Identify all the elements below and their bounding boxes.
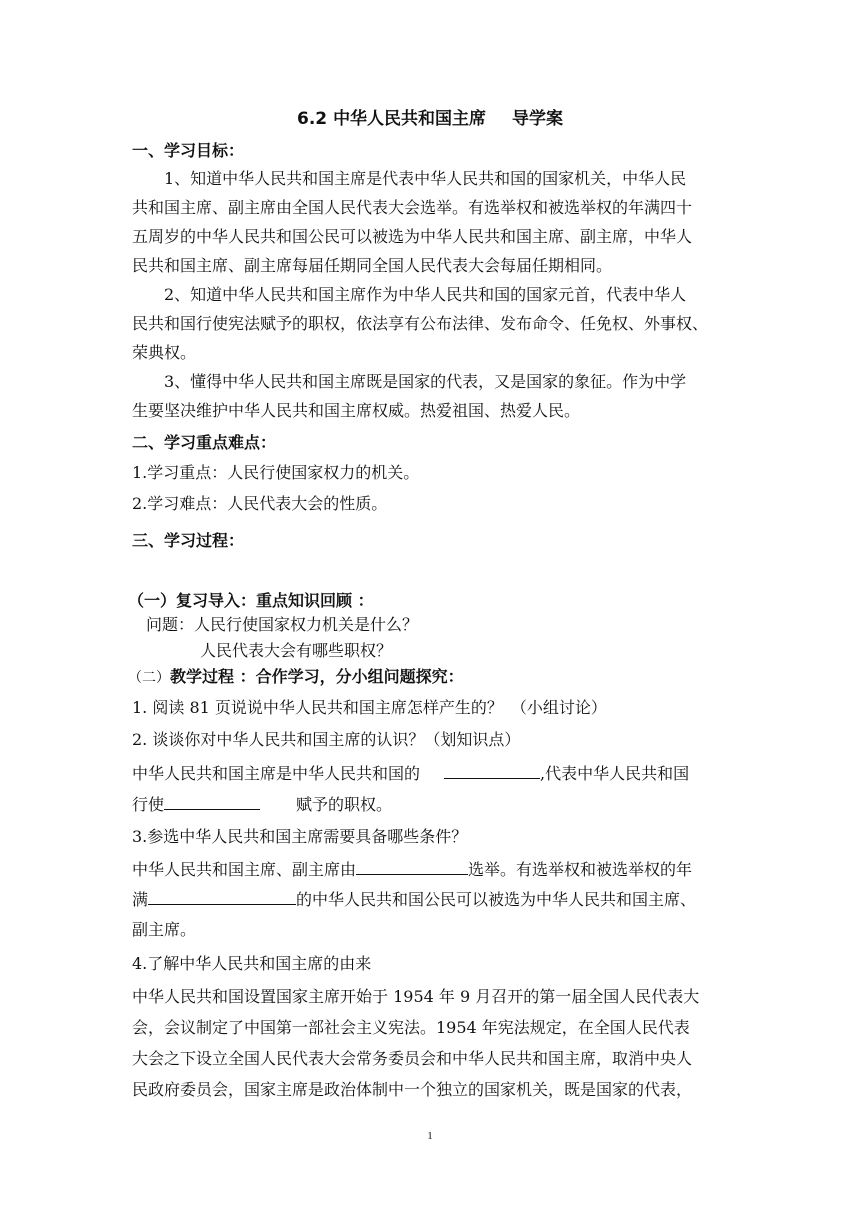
objective-3-line-2: 生要坚决维护中华人民共和国主席权威。热爱祖国、热爱人民。 <box>132 401 581 420</box>
objective-2-line-2: 民共和国行使宪法赋予的职权，依法享有公布法律、发布命令、任免权、外事权、 <box>132 314 709 333</box>
difficulty-line: 2.学习难点：人民代表大会的性质。 <box>132 494 388 513</box>
title-main: 中华人民共和国主席 <box>333 109 487 129</box>
subsection-teaching-title: 教学过程 ：合作学习，分小组问题探究： <box>170 667 464 686</box>
fill-line-4 <box>132 888 732 911</box>
section-heading-process: 三、学习过程： <box>132 531 245 550</box>
fill-3-text-b: 选举。有选举权和被选举权的年 <box>468 860 693 879</box>
blank-2[interactable] <box>164 793 260 810</box>
objective-1-line-3: 五周岁的中华人民共和国公民可以被选为中华人民共和国主席、副主席，中华人 <box>132 227 693 246</box>
history-line-3: 大会之下设立全国人民代表大会常务委员会和中华人民共和国主席，取消中央人 <box>132 1049 693 1068</box>
fill-line-1 <box>132 762 732 785</box>
review-question-2: 人民代表大会有哪些职权？ <box>200 641 393 660</box>
history-line-4: 民政府委员会，国家主席是政治体制中一个独立的国家机关，既是国家的代表， <box>132 1080 693 1099</box>
item-3: 3.参选中华人民共和国主席需要具备哪些条件？ <box>132 827 468 846</box>
fill-4-text-a: 满 <box>132 890 149 909</box>
page-number: 1 <box>427 1130 433 1142</box>
objective-2-line-3: 荣典权。 <box>132 343 197 362</box>
title-sub: 导学案 <box>511 109 563 129</box>
fill-3-text-a: 中华人民共和国主席、副主席由 <box>132 860 357 879</box>
objective-1-line-1: 1、知道中华人民共和国主席是代表中华人民共和国的国家机关，中华人民 <box>164 169 687 188</box>
blank-1[interactable] <box>444 762 540 779</box>
fill-line-2 <box>132 793 732 816</box>
objective-2-line-1: 2、知道中华人民共和国主席作为中华人民共和国的国家元首，代表中华人 <box>164 285 687 304</box>
fill-4-text-b: 的中华人民共和国公民可以被选为中华人民共和国主席、 <box>296 890 697 909</box>
history-line-2: 会，会议制定了中国第一部社会主义宪法。1954 年宪法规定，在全国人民代表 <box>132 1018 690 1037</box>
item-1: 1. 阅读 81 页说说中华人民共和国主席怎样产生的？ （小组讨论） <box>132 698 607 717</box>
fill-2-text-a: 行使 <box>132 795 165 814</box>
review-question-1: 问题：人民行使国家权力机关是什么？ <box>146 615 419 634</box>
key-point-line: 1.学习重点：人民行使国家权力的机关。 <box>132 463 420 482</box>
subsection-teaching <box>128 666 728 689</box>
item-4: 4.了解中华人民共和国主席的由来 <box>132 954 372 973</box>
subsection-review: （一）复习导入：重点知识回顾 ： <box>128 591 374 610</box>
section-heading-key-points: 二、学习重点难点： <box>132 433 277 452</box>
page-title <box>0 104 860 129</box>
blank-4[interactable] <box>148 888 296 905</box>
fill-line-5: 副主席。 <box>132 920 197 939</box>
objective-3-line-1: 3、懂得中华人民共和国主席既是国家的代表，又是国家的象征。作为中学 <box>164 372 687 391</box>
subsection-teaching-prefix: （二） <box>128 670 170 686</box>
fill-1-text-b: ,代表中华人民共和国 <box>540 764 690 783</box>
objective-1-line-4: 民共和国主席、副主席每届任期同全国人民代表大会每届任期相同。 <box>132 256 613 275</box>
fill-1-text-a: 中华人民共和国主席是中华人民共和国的 <box>132 764 421 783</box>
section-heading-objectives: 一、学习目标： <box>132 141 245 160</box>
fill-line-3 <box>132 858 732 881</box>
objective-1-line-2: 共和国主席、副主席由全国人民代表大会选举。有选举权和被选举权的年满四十 <box>132 198 693 217</box>
blank-3[interactable] <box>356 858 468 875</box>
title-number: 6.2 <box>297 109 328 129</box>
item-2: 2. 谈谈你对中华人民共和国主席的认识？（划知识点） <box>132 730 521 749</box>
history-line-1: 中华人民共和国设置国家主席开始于 1954 年 9 月召开的第一届全国人民代表大 <box>132 987 700 1006</box>
fill-2-text-b: 赋予的职权。 <box>296 795 393 814</box>
